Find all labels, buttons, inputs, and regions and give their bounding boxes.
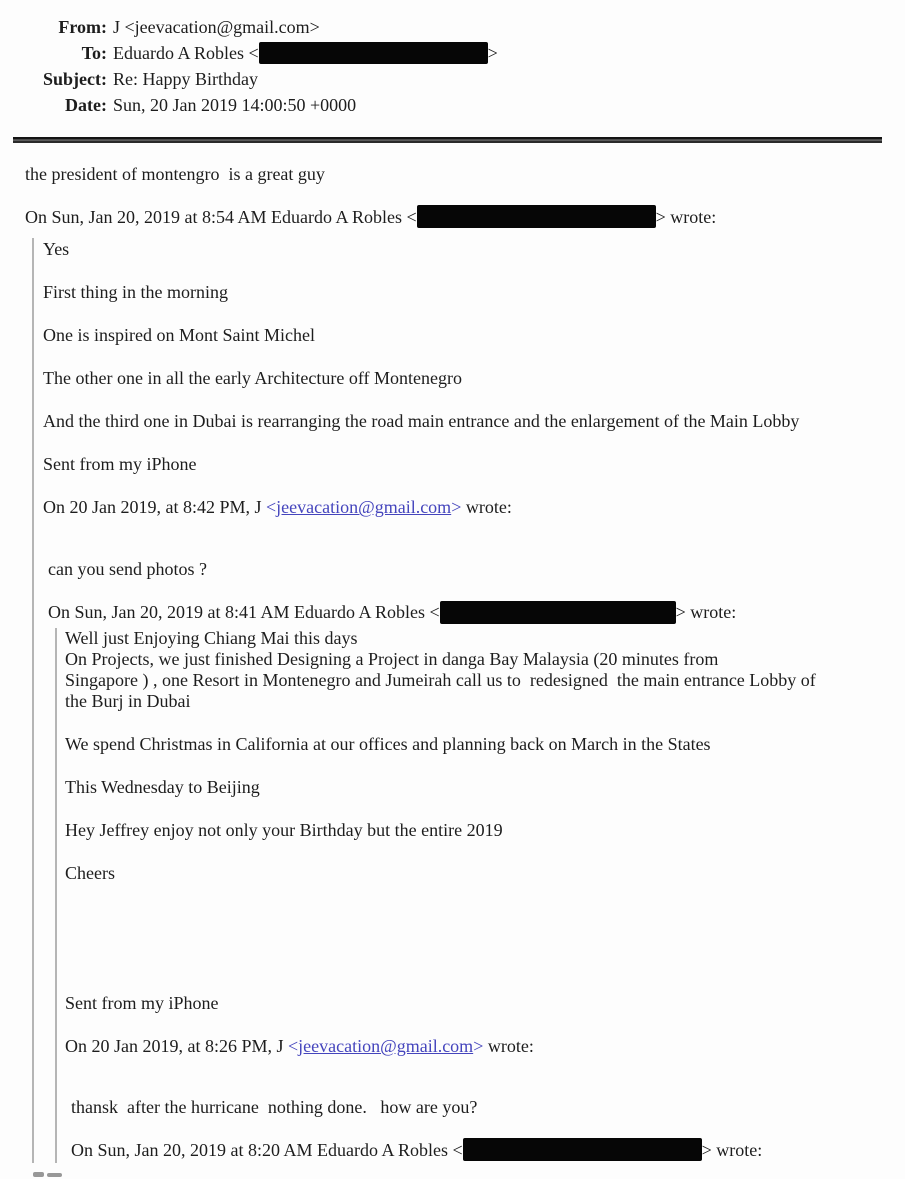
bracket-close: > <box>451 497 462 518</box>
header-row-from <box>0 14 905 40</box>
quote1-line: And the third one in Dubai is rearranging the road main entrance and the enlargement of the Main Lobby <box>43 411 800 432</box>
quote2-paragraph: Cheers <box>65 862 115 883</box>
attribution-854-suffix: > wrote: <box>655 207 717 227</box>
quote2-paragraph: This Wednesday to Beijing <box>65 776 260 797</box>
header-divider <box>13 137 882 143</box>
attribution-841-text: On Sun, Jan 20, 2019 at 8:41 AM Eduardo A Robles < <box>48 602 440 623</box>
quote2-paragraph: We spend Christmas in California at our offices and planning back on March in the States <box>65 733 711 754</box>
quoted-question: can you send photos ? <box>48 559 207 580</box>
attribution-826-text: On 20 Jan 2019, at 8:26 PM, J <box>65 1035 289 1056</box>
email-link[interactable]: jeevacation@gmail.com <box>276 497 452 518</box>
to-bracket-close: > <box>487 43 498 63</box>
quote2-line: the Burj in Dubai <box>65 690 191 711</box>
page-cutoff-artifact <box>47 1173 62 1177</box>
quote2-line: Singapore ) , one Resort in Montenegro and Jumeirah call us to redesigned the main entrance Lobby of <box>65 669 816 690</box>
attribution-842-text: On 20 Jan 2019, at 8:42 PM, J <box>43 497 267 518</box>
quote2-paragraph: Hey Jeffrey enjoy not only your Birthday but the entire 2019 <box>65 819 503 840</box>
quote2-line: On Projects, we just finished Designing a Project in danga Bay Malaysia (20 minutes from <box>65 648 719 669</box>
header-value-date: Sun, 20 Jan 2019 14:00:50 +0000 <box>113 95 357 115</box>
redaction-bar <box>463 1138 702 1161</box>
header-label-from: From: <box>58 17 107 37</box>
header-label-subject: Subject: <box>43 69 107 89</box>
attribution-820-text: On Sun, Jan 20, 2019 at 8:20 AM Eduardo A Robles < <box>71 1139 463 1160</box>
attribution-854 <box>25 206 887 230</box>
header-label-to: To: <box>81 43 107 63</box>
attribution-826 <box>65 1035 887 1057</box>
bracket-close: > <box>473 1035 484 1056</box>
quote-level-2 <box>55 628 887 1163</box>
quote1-line: One is inspired on Mont Saint Michel <box>43 325 315 346</box>
header-value-from: J <jeevacation@gmail.com> <box>113 17 320 37</box>
attribution-841 <box>48 601 887 625</box>
quote2-paragraph-1 <box>65 628 887 712</box>
to-recipient-name: Eduardo A Robles < <box>113 43 259 63</box>
header-row-date <box>0 92 905 118</box>
email-body <box>0 163 905 1163</box>
attribution-842-suffix: wrote: <box>461 497 512 518</box>
quote1-line: First thing in the morning <box>43 282 229 303</box>
attribution-820 <box>71 1139 887 1163</box>
quote-level-1 <box>32 238 887 1163</box>
message-intro: the president of montengro is a great guy <box>25 164 325 184</box>
attribution-826-suffix: wrote: <box>483 1035 534 1056</box>
header-row-subject <box>0 66 905 92</box>
bracket-open: < <box>288 1035 299 1056</box>
attribution-841-suffix: > wrote: <box>675 602 737 623</box>
quote1-line: The other one in all the early Architecture off Montenegro <box>43 368 463 389</box>
header-label-date: Date: <box>65 95 107 115</box>
redaction-bar <box>440 601 676 624</box>
header-value-subject: Re: Happy Birthday <box>113 69 258 89</box>
quoted-reply: thansk after the hurricane nothing done. how are you? <box>71 1096 478 1117</box>
iphone-signature: Sent from my iPhone <box>65 992 219 1013</box>
quote1-line: Yes <box>43 239 70 260</box>
quoted-inner-message <box>43 558 887 1163</box>
header-row-to <box>0 40 905 66</box>
attribution-842 <box>43 496 887 518</box>
redaction-bar <box>259 42 488 64</box>
iphone-signature: Sent from my iPhone <box>43 454 197 475</box>
attribution-854-text: On Sun, Jan 20, 2019 at 8:54 AM Eduardo A Robles < <box>25 207 417 227</box>
attribution-820-suffix: > wrote: <box>701 1139 763 1160</box>
bracket-open: < <box>266 497 277 518</box>
blank-gap <box>65 905 887 992</box>
quoted-inner-message-2 <box>65 1096 887 1163</box>
page-cutoff-artifact <box>33 1172 44 1177</box>
quote2-line: Well just Enjoying Chiang Mai this days <box>65 627 358 648</box>
email-header <box>0 0 905 118</box>
redaction-bar <box>417 205 656 228</box>
email-link[interactable]: jeevacation@gmail.com <box>298 1035 474 1056</box>
header-value-to <box>107 40 498 66</box>
